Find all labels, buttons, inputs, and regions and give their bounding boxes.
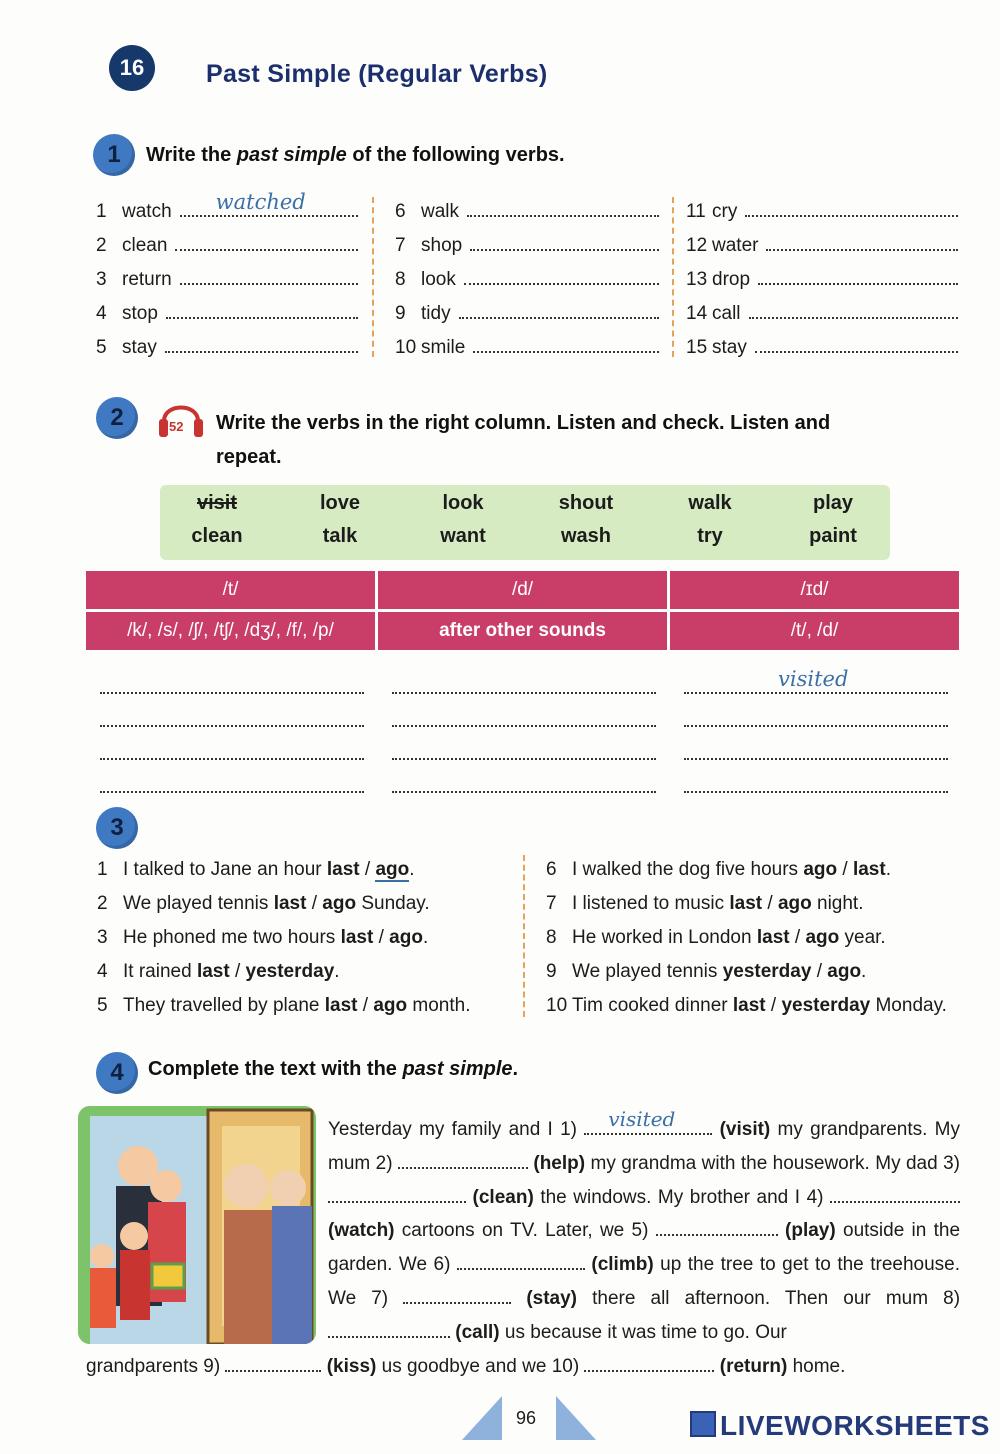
item-number: 3 <box>97 927 108 948</box>
unit-number-badge: 16 <box>109 45 155 91</box>
verb: clean <box>122 235 168 256</box>
answer-field[interactable] <box>470 231 659 251</box>
verb-item <box>96 190 358 227</box>
gap-9[interactable] <box>225 1354 321 1372</box>
gap-10[interactable] <box>584 1354 714 1372</box>
verb: water <box>712 235 759 256</box>
item-number: 8 <box>546 927 557 948</box>
exercise-1-title: Write the past simple of the following verbs. <box>146 144 565 166</box>
item-number: 2 <box>97 893 108 914</box>
verb-item <box>395 299 659 329</box>
item-number: 8 <box>395 269 406 290</box>
item-number: 1 <box>96 201 107 222</box>
word-bank-word[interactable]: paint <box>809 525 857 547</box>
answer-field[interactable] <box>464 265 659 285</box>
sentence-end: . <box>334 961 340 982</box>
verb: stay <box>122 337 157 358</box>
verb: look <box>421 269 456 290</box>
item-number: 9 <box>546 961 557 982</box>
sentence-start: He worked in London <box>572 927 757 948</box>
option-b[interactable]: ago <box>777 893 812 914</box>
exercise-4-title: Complete the text with the past simple. <box>148 1058 519 1080</box>
item-number: 4 <box>96 303 107 324</box>
verb-item <box>96 265 358 295</box>
option-a[interactable]: last <box>196 961 230 982</box>
family-visit-illustration <box>78 1106 316 1344</box>
exercise-2-title: Write the verbs in the right column. Listen and check. Listen and repeat. <box>216 412 831 468</box>
verb-item <box>686 231 958 261</box>
example-answer: watched <box>215 190 306 214</box>
exercise-1-badge: 1 <box>93 134 135 176</box>
option-b[interactable]: ago <box>375 859 410 880</box>
option-a[interactable]: last <box>756 927 790 948</box>
sentence-start: I walked the dog five hours <box>572 859 804 880</box>
column-divider <box>523 855 525 1017</box>
option-b[interactable]: ago <box>805 927 840 948</box>
word-bank-word[interactable]: shout <box>558 492 614 514</box>
sentence-start: I listened to music <box>572 893 730 914</box>
column-header-t: /t/ <box>86 571 375 609</box>
option-a[interactable]: ago <box>803 859 838 880</box>
answer-line[interactable] <box>100 725 364 727</box>
sentence-item <box>97 957 340 987</box>
sentence-item <box>97 991 470 1021</box>
verb: drop <box>712 269 751 290</box>
answer-field[interactable] <box>467 197 659 217</box>
answer-line[interactable] <box>392 692 656 694</box>
page-corner-right-icon <box>556 1396 596 1440</box>
answer-field[interactable] <box>180 190 358 217</box>
gap-7[interactable] <box>403 1286 511 1304</box>
verb-item <box>395 197 659 227</box>
verb: return <box>122 269 172 290</box>
brand-logo: LIVEWORKSHEETS <box>690 1410 990 1442</box>
answer-line[interactable] <box>392 791 656 793</box>
sentence-end: . <box>885 859 891 880</box>
sentence-end: . <box>861 961 867 982</box>
word-bank-word[interactable]: play <box>812 492 854 514</box>
item-number: 4 <box>97 961 108 982</box>
verb: shop <box>421 235 463 256</box>
word-bank-word[interactable]: try <box>697 525 723 547</box>
verb: tidy <box>421 303 451 324</box>
option-b[interactable]: ago <box>827 961 862 982</box>
column-header-d: /d/ <box>378 571 667 609</box>
option-separator: / <box>765 995 782 1016</box>
item-number: 9 <box>395 303 406 324</box>
column-subheader-t: /k/, /s/, /ʃ/, /tʃ/, /dʒ/, /f/, /p/ <box>86 612 375 650</box>
answer-field[interactable] <box>180 265 358 285</box>
gap-1[interactable]: visited <box>584 1117 712 1135</box>
sentence-end: . <box>422 927 429 948</box>
item-number: 2 <box>96 235 107 256</box>
sentence-item <box>97 855 415 885</box>
page-corner-left-icon <box>462 1396 502 1440</box>
headphones-icon[interactable] <box>156 393 206 441</box>
item-number: 10 <box>546 995 568 1016</box>
option-b[interactable]: last <box>852 859 886 880</box>
verb: stop <box>122 303 158 324</box>
verb: walk <box>421 201 460 222</box>
column-divider <box>372 197 374 357</box>
gap-3[interactable] <box>328 1185 466 1203</box>
word-bank-word[interactable]: wash <box>560 525 612 547</box>
verb: stay <box>712 337 747 358</box>
item-number: 6 <box>546 859 557 880</box>
option-separator: / <box>837 859 853 880</box>
item-number: 3 <box>96 269 107 290</box>
option-separator: / <box>357 995 374 1016</box>
item-number: 11 <box>686 201 706 222</box>
answer-line[interactable] <box>684 725 948 727</box>
item-number: 10 <box>395 337 417 358</box>
verb-item <box>96 333 358 363</box>
exercise-2-badge: 2 <box>96 397 138 439</box>
sentence-item <box>546 923 886 953</box>
option-separator: / <box>359 859 376 880</box>
word-bank-word[interactable]: love <box>319 492 361 514</box>
sentence-item <box>546 957 866 987</box>
example-answer-visited: visited <box>778 667 849 691</box>
answer-field[interactable] <box>473 333 659 353</box>
answer-field[interactable] <box>749 299 958 319</box>
sentence-end: night. <box>811 893 864 914</box>
option-b[interactable]: ago <box>322 893 357 914</box>
word-bank-word[interactable]: look <box>442 492 484 514</box>
track-number: 52 <box>169 419 184 434</box>
option-separator: / <box>306 893 323 914</box>
verb-item <box>686 197 958 227</box>
verb-item <box>96 231 358 261</box>
option-b[interactable]: ago <box>389 927 423 948</box>
sentence-start: He phoned me two hours <box>123 927 341 948</box>
column-header-id: /ɪd/ <box>670 571 959 609</box>
page-title: Past Simple (Regular Verbs) <box>206 60 548 88</box>
item-number: 13 <box>686 269 708 290</box>
item-number: 14 <box>686 303 708 324</box>
exercise-3-badge: 3 <box>96 807 138 849</box>
sentence-start: It rained <box>123 961 197 982</box>
sentence-end: Monday. <box>870 995 947 1016</box>
column-subheader-d: after other sounds <box>378 612 667 650</box>
option-b[interactable]: ago <box>373 995 408 1016</box>
answer-field[interactable] <box>745 197 958 217</box>
option-a[interactable]: last <box>326 859 360 880</box>
item-number: 1 <box>97 859 108 880</box>
item-number: 5 <box>97 995 108 1016</box>
option-b[interactable]: yesterday <box>781 995 871 1016</box>
item-number: 15 <box>686 337 708 358</box>
option-a[interactable]: last <box>324 995 358 1016</box>
exercise-4-badge: 4 <box>96 1052 138 1094</box>
answer-field[interactable] <box>758 265 958 285</box>
sentence-end: month. <box>407 995 471 1016</box>
word-bank-word[interactable]: visit <box>196 492 238 514</box>
option-b[interactable]: yesterday <box>245 961 335 982</box>
option-a[interactable]: last <box>729 893 763 914</box>
option-separator: / <box>373 927 390 948</box>
gap-2[interactable] <box>398 1151 528 1169</box>
verb: call <box>712 303 741 324</box>
item-number: 6 <box>395 201 406 222</box>
sentence-item <box>97 923 428 953</box>
verb-item <box>686 265 958 295</box>
option-a[interactable]: yesterday <box>722 961 812 982</box>
answer-line[interactable] <box>100 791 364 793</box>
item-number: 5 <box>96 337 107 358</box>
page-number: 96 <box>516 1408 537 1428</box>
verb-item <box>395 333 659 363</box>
gap-6[interactable] <box>457 1252 585 1270</box>
answer-line[interactable] <box>684 791 948 793</box>
option-separator: / <box>229 961 246 982</box>
answer-field[interactable] <box>166 299 358 319</box>
option-separator: / <box>762 893 778 914</box>
sentence-start: They travelled by plane <box>123 995 325 1016</box>
verb-item <box>686 333 958 363</box>
answer-line[interactable] <box>684 692 948 694</box>
sentence-item <box>546 889 863 919</box>
exercise-4-text-last-line: grandparents 9) (kiss) us goodbye and we 10) (return) home. <box>86 1356 846 1377</box>
sentence-start: I talked to Jane an hour <box>123 859 327 880</box>
answer-line[interactable] <box>684 758 948 760</box>
verb: watch <box>122 201 172 222</box>
answer-field[interactable] <box>175 231 358 251</box>
item-number: 12 <box>686 235 708 256</box>
word-bank-word[interactable]: talk <box>322 525 358 547</box>
item-number: 7 <box>546 893 557 914</box>
word-bank-word[interactable]: want <box>440 525 486 547</box>
sentence-start: We played tennis <box>572 961 723 982</box>
sentence-end: . <box>409 859 415 880</box>
word-bank-word[interactable]: walk <box>688 492 732 514</box>
option-a[interactable]: last <box>732 995 766 1016</box>
item-number: 7 <box>395 235 406 256</box>
answer-line[interactable] <box>100 758 364 760</box>
option-separator: / <box>811 961 828 982</box>
verb-item <box>686 299 958 329</box>
verb-item <box>395 265 659 295</box>
option-a[interactable]: last <box>273 893 307 914</box>
answer-line[interactable] <box>100 692 364 694</box>
answer-field[interactable] <box>459 299 659 319</box>
sentence-start: Tim cooked dinner <box>572 995 733 1016</box>
exercise-4-text: Yesterday my family and I 1) visited (visit) my grandparents. My mum 2) (help) my grandma with the housework. My dad 3) (clean) the windows. My brother and I 4) (watch) cartoons on TV. Later, we 5) (play) outside in the garden. We 6) (climb) up the tree to get to the treehouse. We 7) (stay) there all afternoon. Then our mum 8) (call) us because it was time to go. Our <box>328 1107 961 1343</box>
sentence-end: year. <box>839 927 886 948</box>
sentence-item <box>546 855 891 885</box>
column-divider <box>672 197 674 357</box>
gap-8[interactable] <box>328 1320 450 1338</box>
sentence-item <box>546 991 947 1021</box>
gap-5[interactable] <box>656 1218 778 1236</box>
column-subheader-id: /t/, /d/ <box>670 612 959 650</box>
verb: smile <box>421 337 466 358</box>
verb-item <box>395 231 659 261</box>
verb-item <box>96 299 358 329</box>
word-bank-word[interactable]: clean <box>191 525 243 547</box>
sentence-item <box>97 889 430 919</box>
option-a[interactable]: last <box>340 927 374 948</box>
answer-field[interactable] <box>755 333 958 353</box>
answer-field[interactable] <box>766 231 958 251</box>
sentence-start: We played tennis <box>123 893 274 914</box>
verb: cry <box>712 201 738 222</box>
liveworksheets-logo-icon <box>690 1411 716 1437</box>
gap-4[interactable] <box>830 1185 960 1203</box>
answer-line[interactable] <box>392 758 656 760</box>
answer-line[interactable] <box>392 725 656 727</box>
sentence-end: Sunday. <box>356 893 430 914</box>
answer-field[interactable] <box>165 333 358 353</box>
option-separator: / <box>789 927 806 948</box>
